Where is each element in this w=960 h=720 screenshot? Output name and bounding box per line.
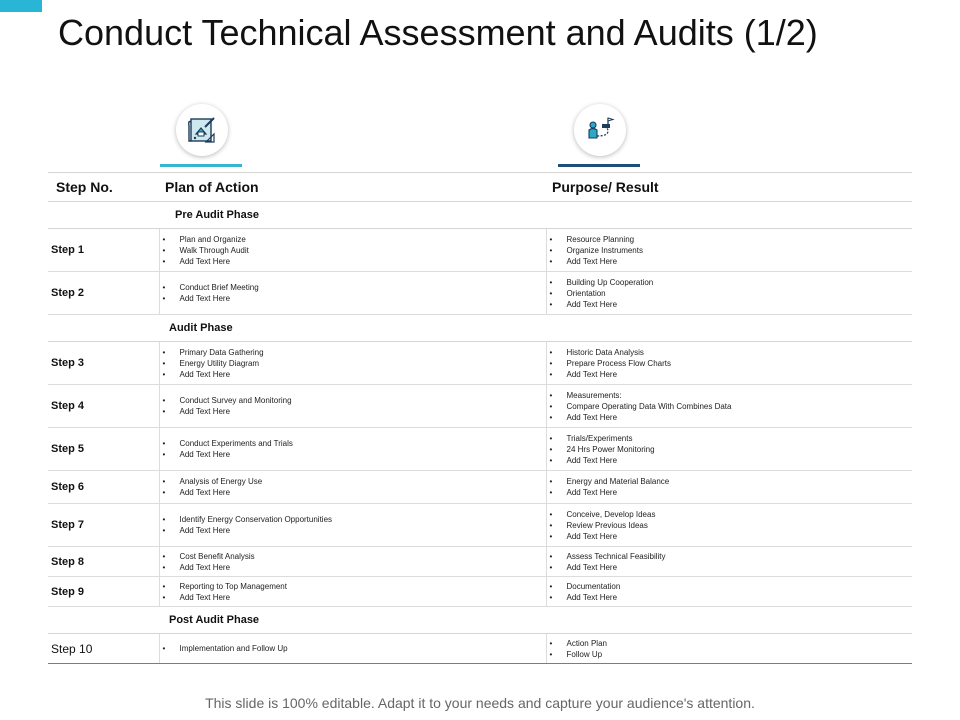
phase-label-audit: Audit Phase <box>159 315 912 342</box>
step-label: Step 9 <box>48 577 159 607</box>
plan-cell <box>159 272 546 315</box>
plan-bullet-list <box>162 643 546 654</box>
list-item: • Action Plan <box>549 638 913 649</box>
table-row <box>48 504 912 547</box>
purpose-cell <box>546 471 912 504</box>
plan-column-underline <box>160 164 242 167</box>
list-item: • Follow Up <box>549 649 913 660</box>
step-label: Step 7 <box>48 504 159 547</box>
plan-cell <box>159 471 546 504</box>
list-item: • Conduct Brief Meeting <box>162 282 546 293</box>
step-label: Step 3 <box>48 342 159 385</box>
plan-bullet-list <box>162 282 546 304</box>
header-step-no: Step No. <box>48 173 159 202</box>
list-item: • Conduct Survey and Monitoring <box>162 395 546 406</box>
purpose-cell <box>546 428 912 471</box>
purpose-bullet-list <box>549 581 913 603</box>
plan-bullet-list <box>162 395 546 417</box>
purpose-cell <box>546 547 912 577</box>
plan-cell <box>159 229 546 272</box>
step-label: Step 6 <box>48 471 159 504</box>
list-item: • Resource Planning <box>549 234 913 245</box>
plan-cell <box>159 504 546 547</box>
purpose-column-underline <box>558 164 640 167</box>
list-item: • Identify Energy Conservation Opportunities <box>162 514 546 525</box>
list-item: • Implementation and Follow Up <box>162 643 546 654</box>
list-item: • Add Text Here <box>162 592 546 603</box>
list-item: • Add Text Here <box>162 562 546 573</box>
table-row <box>48 342 912 385</box>
phase-label-post: Post Audit Phase <box>159 607 912 634</box>
step-label: Step 5 <box>48 428 159 471</box>
list-item: • Energy Utility Diagram <box>162 358 546 369</box>
list-item: • Historic Data Analysis <box>549 347 913 358</box>
list-item: • Building Up Cooperation <box>549 277 913 288</box>
list-item: • Review Previous Ideas <box>549 520 913 531</box>
list-item: • Trials/Experiments <box>549 433 913 444</box>
list-item: • Add Text Here <box>162 293 546 304</box>
step-label: Step 8 <box>48 547 159 577</box>
list-item: • Assess Technical Feasibility <box>549 551 913 562</box>
phase-label-pre: Pre Audit Phase <box>159 202 912 229</box>
purpose-cell <box>546 634 912 664</box>
table-row <box>48 229 912 272</box>
list-item: • Add Text Here <box>162 487 546 498</box>
list-item: • Add Text Here <box>549 369 913 380</box>
purpose-bullet-list <box>549 509 913 542</box>
list-item: • Organize Instruments <box>549 245 913 256</box>
list-item: • Add Text Here <box>162 449 546 460</box>
purpose-bullet-list <box>549 476 913 498</box>
list-item: • Analysis of Energy Use <box>162 476 546 487</box>
plan-bullet-list <box>162 514 546 536</box>
audit-steps-table <box>48 172 912 664</box>
purpose-cell <box>546 577 912 607</box>
step-label: Step 1 <box>48 229 159 272</box>
plan-bullet-list <box>162 551 546 573</box>
list-item: • Add Text Here <box>549 455 913 466</box>
list-item: • Add Text Here <box>549 487 913 498</box>
list-item: • Add Text Here <box>549 299 913 310</box>
list-item: • Compare Operating Data With Combines Data <box>549 401 913 412</box>
plan-cell <box>159 342 546 385</box>
header-plan-of-action: Plan of Action <box>159 173 546 202</box>
purpose-bullet-list <box>549 551 913 573</box>
purpose-cell <box>546 342 912 385</box>
purpose-bullet-list <box>549 390 913 423</box>
list-item: • Prepare Process Flow Charts <box>549 358 913 369</box>
plan-bullet-list <box>162 347 546 380</box>
person-path-goal-icon <box>584 114 616 146</box>
table-row <box>48 577 912 607</box>
purpose-bullet-list <box>549 277 913 310</box>
table-header-row <box>48 173 912 202</box>
list-item: • Measurements: <box>549 390 913 401</box>
list-item: • Add Text Here <box>549 412 913 423</box>
list-item: • Conduct Experiments and Trials <box>162 438 546 449</box>
plan-cell <box>159 547 546 577</box>
list-item: • Add Text Here <box>549 256 913 267</box>
phase-row-audit <box>48 315 912 342</box>
plan-bullet-list <box>162 438 546 460</box>
list-item: • Add Text Here <box>162 369 546 380</box>
list-item: • Add Text Here <box>549 592 913 603</box>
table-row <box>48 471 912 504</box>
purpose-bullet-list <box>549 433 913 466</box>
phase-row-pre <box>48 202 912 229</box>
list-item: • Cost Benefit Analysis <box>162 551 546 562</box>
purpose-cell <box>546 229 912 272</box>
purpose-bullet-list <box>549 234 913 267</box>
list-item: • Plan and Organize <box>162 234 546 245</box>
plan-bullet-list <box>162 476 546 498</box>
header-purpose-result: Purpose/ Result <box>546 173 912 202</box>
purpose-cell <box>546 385 912 428</box>
list-item: • Primary Data Gathering <box>162 347 546 358</box>
list-item: • Add Text Here <box>162 256 546 267</box>
list-item: • Add Text Here <box>549 531 913 542</box>
list-item: • 24 Hrs Power Monitoring <box>549 444 913 455</box>
plan-cell <box>159 428 546 471</box>
purpose-cell <box>546 272 912 315</box>
list-item: • Add Text Here <box>549 562 913 573</box>
plan-bullet-list <box>162 581 546 603</box>
table-row <box>48 428 912 471</box>
phase-row-post <box>48 607 912 634</box>
blueprint-icon <box>186 114 218 146</box>
table-row <box>48 385 912 428</box>
purpose-cell <box>546 504 912 547</box>
phase-spacer <box>48 202 159 229</box>
plan-cell <box>159 634 546 664</box>
footer-note: This slide is 100% editable. Adapt it to your needs and capture your audience's attention. <box>205 695 755 711</box>
corner-accent-bar <box>0 0 42 12</box>
purpose-bullet-list <box>549 638 913 660</box>
list-item: • Conceive, Develop Ideas <box>549 509 913 520</box>
plan-bullet-list <box>162 234 546 267</box>
table-row <box>48 634 912 664</box>
table-row <box>48 547 912 577</box>
list-item: • Walk Through Audit <box>162 245 546 256</box>
purpose-bullet-list <box>549 347 913 380</box>
step-label: Step 4 <box>48 385 159 428</box>
list-item: • Add Text Here <box>162 406 546 417</box>
phase-spacer <box>48 607 159 634</box>
plan-icon-badge <box>176 104 230 158</box>
list-item: • Documentation <box>549 581 913 592</box>
list-item: • Reporting to Top Management <box>162 581 546 592</box>
plan-cell <box>159 385 546 428</box>
phase-spacer <box>48 315 159 342</box>
step-label: Step 10 <box>48 634 159 664</box>
plan-cell <box>159 577 546 607</box>
list-item: • Orientation <box>549 288 913 299</box>
purpose-icon-badge <box>574 104 628 158</box>
step-label: Step 2 <box>48 272 159 315</box>
list-item: • Add Text Here <box>162 525 546 536</box>
table-row <box>48 272 912 315</box>
list-item: • Energy and Material Balance <box>549 476 913 487</box>
page-title: Conduct Technical Assessment and Audits (1/2) <box>58 12 818 53</box>
